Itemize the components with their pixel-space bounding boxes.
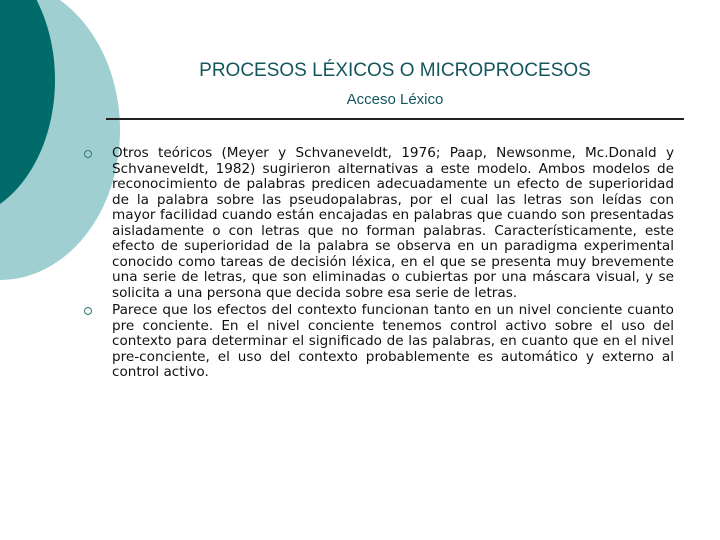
bullet-list [84, 146, 674, 383]
title-divider [106, 118, 684, 120]
bullet-circle-icon [84, 307, 92, 315]
slide-title: PROCESOS LÉXICOS O MICROPROCESOS [199, 60, 591, 81]
bullet-item [84, 303, 674, 381]
bullet-circle-icon [84, 150, 92, 158]
bullet-text: Parece que los efectos del contexto funcionan tanto en un nivel conciente cuanto pre conciente. En el nivel conciente tenemos control activo sobre el uso del contexto para determinar el significado de las palabras, en cuanto que en el nivel pre-conciente, el uso del contexto probablemente es automático y externo al control activo. [112, 302, 674, 380]
bullet-text: Otros teóricos (Meyer y Schvaneveldt, 1976; Paap, Newsonme, Mc.Donald y Schvaneveldt, 1982) sugirieron alternativas a este modelo. Ambos modelos de reconocimiento de palabras predicen adecuadamente un efecto de superioridad de la palabra sobre las pseudopalabras, por el cual las letras son leídas con mayor facilidad cuando están encajadas en palabras que cuando son presentadas aisladamente o con letras que no forman palabras. Característicamente, este efecto de superioridad de la palabra se observa en un paradigma experimental conocido como tareas de decisión léxica, en el que se presenta muy brevemente una serie de letras, que son eliminadas o cubiertas por una máscara visual, y se solicita a una persona que decida sobre esa serie de letras. [112, 145, 674, 301]
bullet-item [84, 146, 674, 301]
slide-subtitle: Acceso Léxico [346, 91, 444, 108]
